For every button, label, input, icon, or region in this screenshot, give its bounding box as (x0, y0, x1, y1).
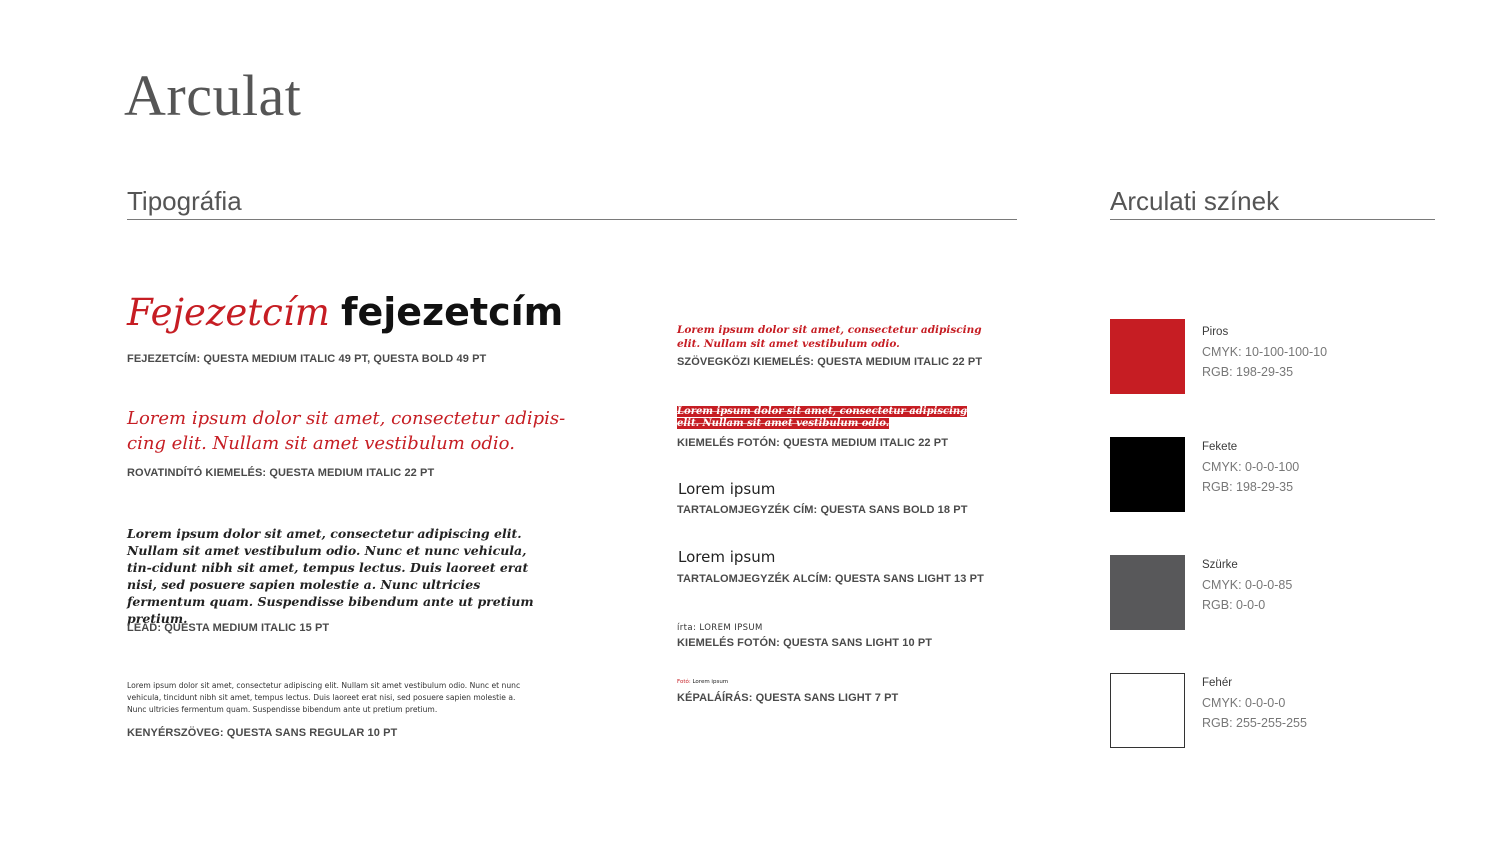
toc-subtitle-sample: Lorem ipsum (678, 548, 776, 566)
chapter-title-sample (127, 290, 563, 335)
inline-highlight-sample: Lorem ipsum dolor sit amet, consectetur adipiscing elit. Nullam sit amet vestibulum odio. (677, 324, 982, 350)
toc-title-caption: TARTALOMJEGYZÉK CÍM: QUESTA SANS BOLD 18 PT (677, 504, 968, 516)
swatch-black-rgb: RGB: 198-29-35 (1202, 480, 1294, 494)
swatch-red-cmyk: CMYK: 10-100-100-10 (1202, 345, 1328, 359)
lead-sample: Lorem ipsum dolor sit amet, consectetur adipiscing elit. Nullam sit amet vestibulum odio. Nunc et nunc vehicula, tin-cidunt nibh sit amet, tempus lectus. Duis laoreet erat nisi, sed posuere sapien molestie a. Nunc ultricies fermentum quam. Suspendisse bibendum ante ut pretium pretium. (127, 526, 534, 626)
author-caption: KIEMELÉS FOTÓN: QUESTA SANS LIGHT 10 PT (677, 637, 933, 649)
photo-credit-value: Lorem ipsum (692, 679, 729, 685)
typography-divider (127, 219, 1017, 220)
swatch-white-cmyk: CMYK: 0-0-0-0 (1202, 696, 1286, 710)
swatch-white-name: Fehér (1202, 677, 1233, 689)
photo-credit-sample (677, 679, 728, 685)
typography-heading: Tipográfia (127, 186, 242, 216)
swatch-red-name: Piros (1202, 326, 1229, 338)
page-title: Arculat (124, 63, 302, 128)
swatch-gray-rgb: RGB: 0-0-0 (1202, 598, 1266, 612)
chapter-title-caption: FEJEZETCÍM: QUESTA MEDIUM ITALIC 49 PT, QUESTA BOLD 49 PT (127, 353, 487, 365)
swatch-red-rgb: RGB: 198-29-35 (1202, 365, 1294, 379)
photo-credit-label: Fotó: (677, 679, 691, 685)
body-text-sample: Lorem ipsum dolor sit amet, consectetur adipiscing elit. Nullam sit amet vestibulum odio. Nunc et nunc vehicula, tincidunt nibh sit amet, tempus lectus. Duis laoreet erat nisi, sed posuere sapien molestie a. Nunc ultricies fermentum quam. Suspendisse bibendum ante ut pretium pretium. (127, 681, 521, 714)
swatch-gray-name: Szürke (1202, 559, 1238, 571)
swatch-white-rgb: RGB: 255-255-255 (1202, 716, 1307, 730)
swatch-gray-cmyk: CMYK: 0-0-0-85 (1202, 578, 1293, 592)
chapter-title-italic: Fejezetcím (127, 291, 330, 334)
toc-subtitle-caption: TARTALOMJEGYZÉK ALCÍM: QUESTA SANS LIGHT 13 PT (677, 573, 984, 585)
chapter-title-bold: fejezetcím (340, 290, 564, 334)
swatch-black-name: Fekete (1202, 441, 1238, 453)
swatch-gray (1110, 555, 1185, 630)
photo-credit-caption: KÉPALÁÍRÁS: QUESTA SANS LIGHT 7 PT (677, 692, 899, 704)
swatch-black-cmyk: CMYK: 0-0-0-100 (1202, 460, 1300, 474)
section-intro-caption: ROVATINDÍTÓ KIEMELÉS: QUESTA MEDIUM ITALIC 22 PT (127, 467, 435, 479)
photo-highlight-sample (677, 406, 987, 430)
swatch-red (1110, 319, 1185, 394)
swatch-black (1110, 437, 1185, 512)
photo-highlight-text: Lorem ipsum dolor sit amet, consectetur adipiscing elit. Nullam sit amet vestibulum odio. (677, 406, 968, 429)
section-intro-sample: Lorem ipsum dolor sit amet, consectetur adipis-cing elit. Nullam sit amet vestibulum odio. (127, 408, 566, 454)
colors-divider (1110, 219, 1435, 220)
lead-caption: LEAD: QUESTA MEDIUM ITALIC 15 PT (127, 622, 330, 634)
body-text-caption: KENYÉRSZÖVEG: QUESTA SANS REGULAR 10 PT (127, 727, 398, 739)
author-sample: írta: LOREM IPSUM (677, 623, 763, 633)
colors-heading: Arculati színek (1110, 186, 1280, 216)
photo-highlight-caption: KIEMELÉS FOTÓN: QUESTA MEDIUM ITALIC 22 PT (677, 437, 949, 449)
inline-highlight-caption: SZÖVEGKÖZI KIEMELÉS: QUESTA MEDIUM ITALIC 22 PT (677, 356, 983, 368)
toc-title-sample: Lorem ipsum (678, 480, 776, 498)
swatch-white (1110, 673, 1185, 748)
